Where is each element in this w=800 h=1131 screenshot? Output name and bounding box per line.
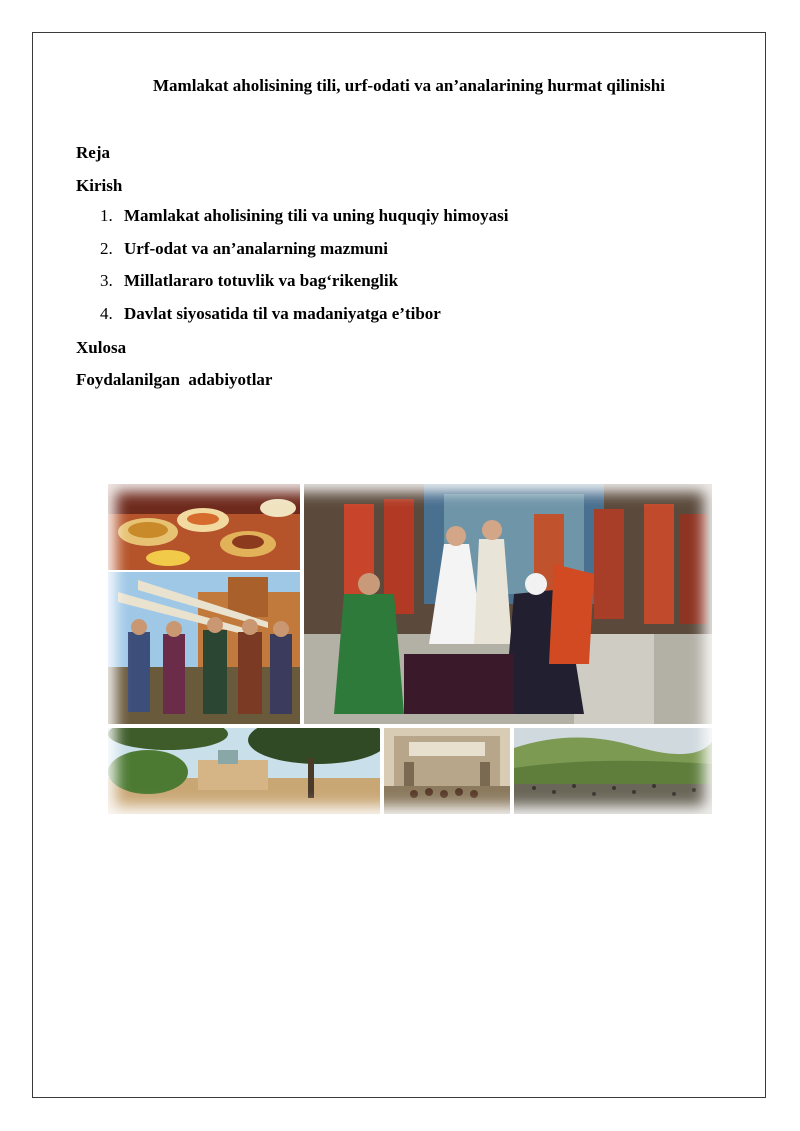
photo-building-gathering [384,728,510,814]
list-item [100,271,509,304]
photo-hillside-crowd [514,728,712,814]
plan-list [100,206,509,336]
photo-dishes [108,484,300,570]
list-text: Millatlararo totuvlik va bag‘rikenglik [124,271,399,290]
list-number: 2. [100,238,113,258]
list-text: Davlat siyosatida til va madaniyatga e’tibor [124,303,441,323]
culture-photo-collage [108,484,712,814]
list-item [100,206,509,239]
list-text: Mamlakat aholisining tili va uning huquqiy himoyasi [124,206,509,225]
photo-wedding-ceremony [304,484,712,724]
list-item [100,304,509,337]
conclusion-heading: Xulosa [76,338,127,357]
photo-courtyard-trees [108,728,380,814]
list-item [100,239,509,272]
list-number: 3. [100,271,113,290]
references-heading: Foydalanilgan adabiyotlar [76,370,273,389]
list-number: 4. [100,303,113,323]
photo-karnay-musicians [108,572,300,724]
intro-heading: Kirish [76,176,123,195]
list-number: 1. [100,206,113,225]
document-title: Mamlakat aholisining tili, urf-odati va an’analarining hurmat qilinishi [153,76,665,95]
list-text: Urf-odat va an’analarning mazmuni [124,238,388,258]
plan-heading: Reja [76,143,110,162]
